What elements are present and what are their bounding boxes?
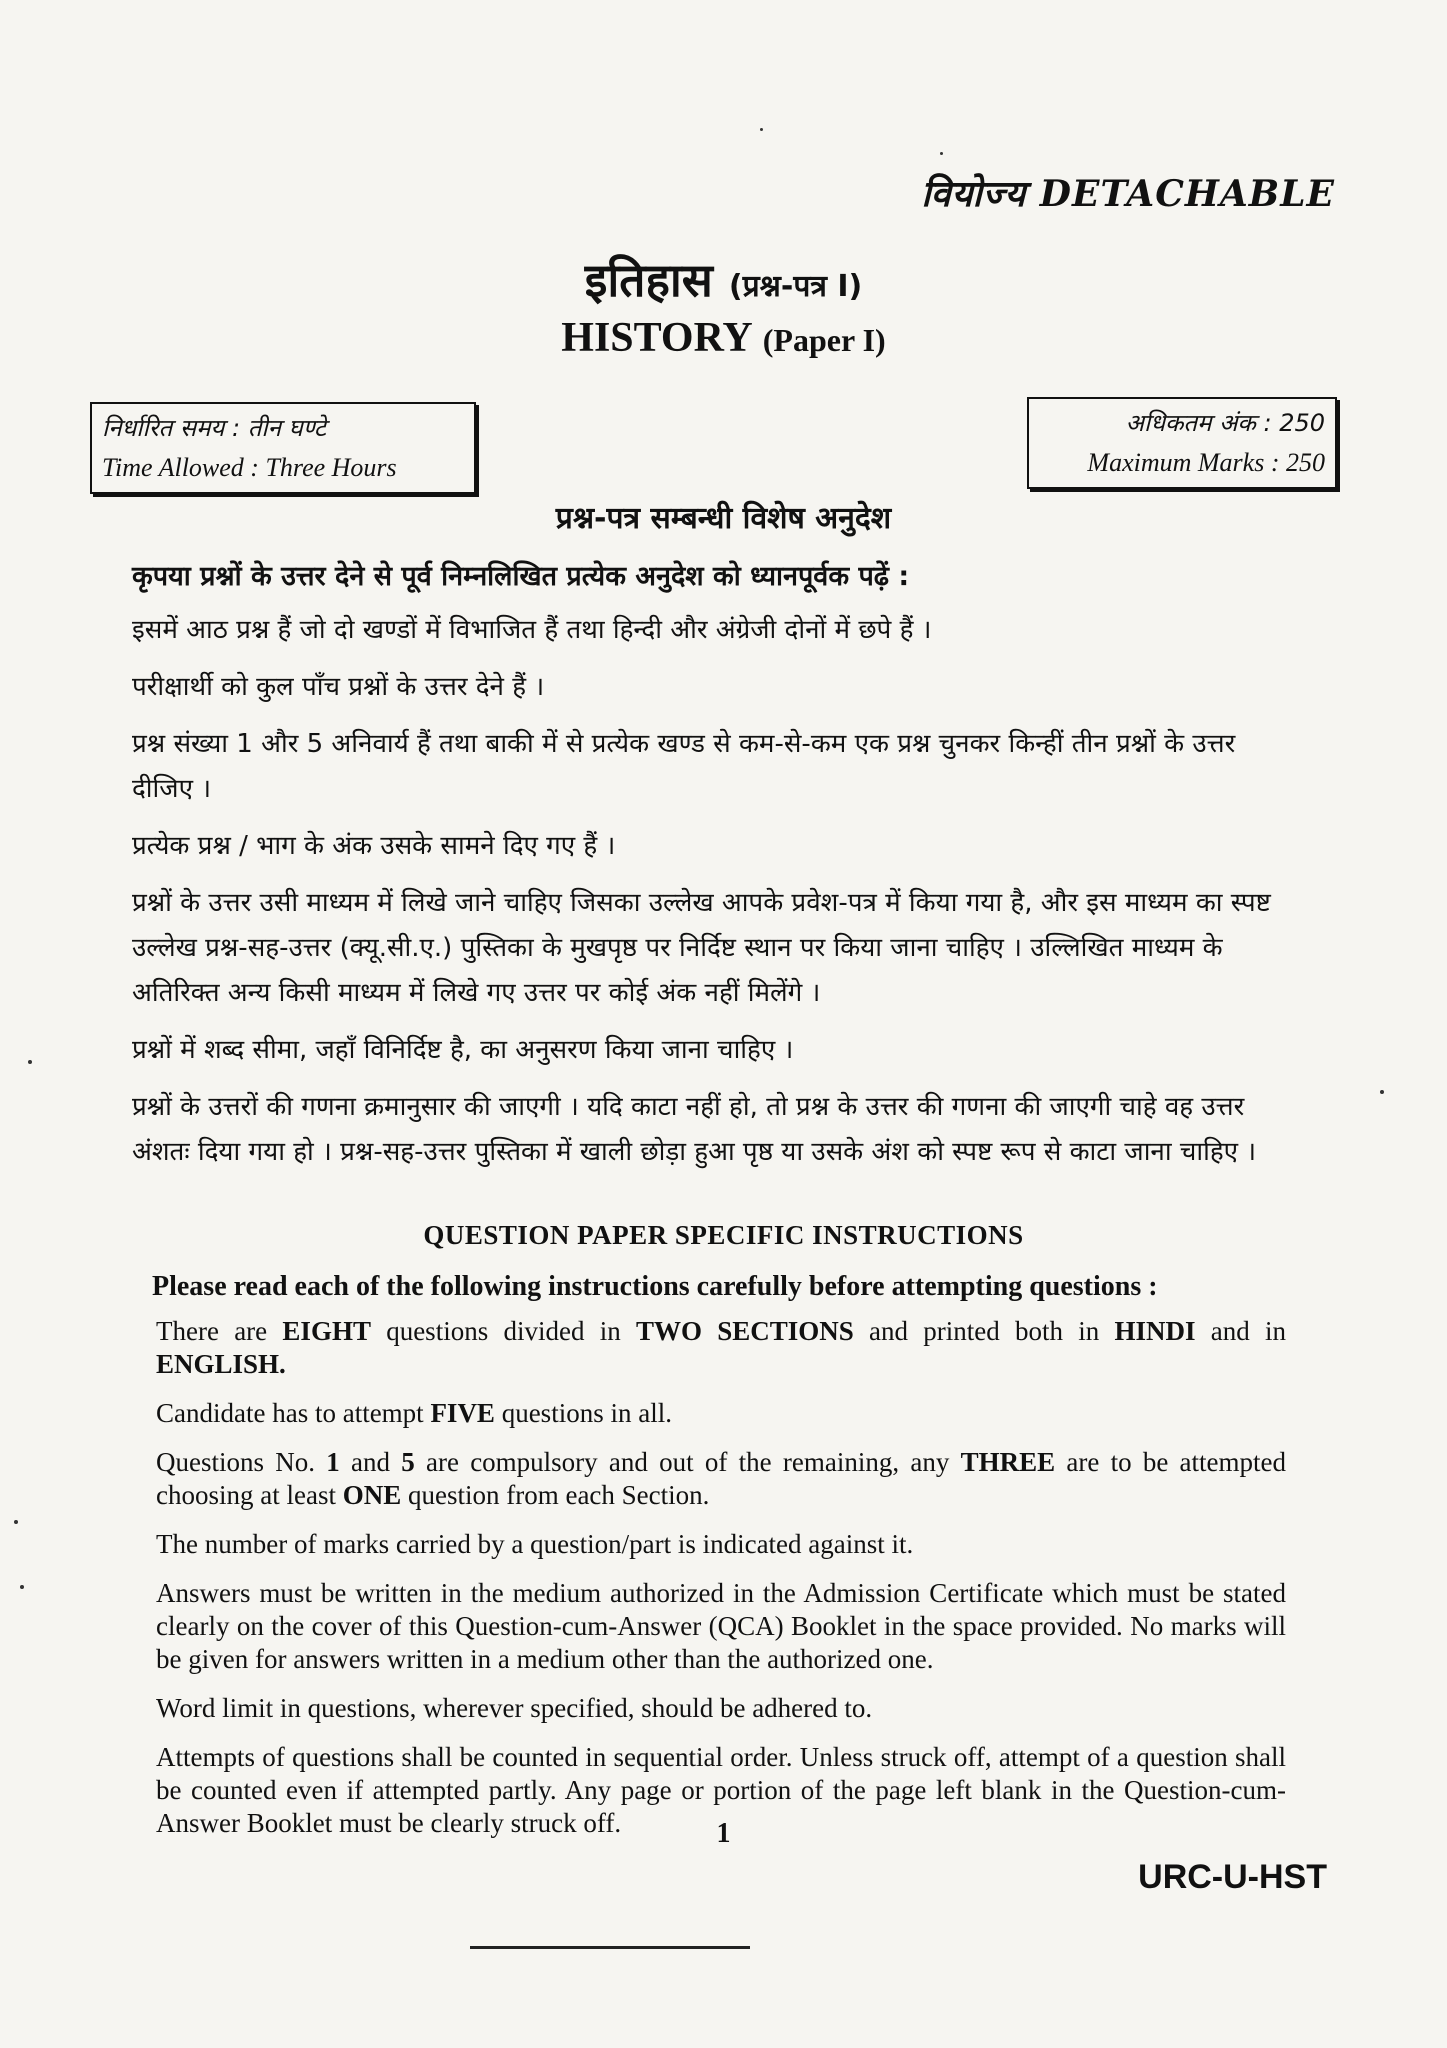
hindi-instruction-item: प्रश्नों में शब्द सीमा, जहाँ विनिर्दिष्ट है, का अनुसरण किया जाना चाहिए । [132,1035,794,1065]
emphasis: ENGLISH. [156,1349,286,1379]
text-run: and in [1195,1316,1286,1346]
emphasis: TWO SECTIONS [635,1316,854,1346]
subject-title-english [0,314,1447,362]
english-instruction-item: The number of marks carried by a question/part is indicated against it. [156,1529,914,1559]
english-instruction-item: Attempts of questions shall be counted in sequential order. Unless struck off, attempt of a question shall be counted even if attempted partly. Any page or portion of the page left blank in the Question-cum-Answer Booklet must be clearly struck off. [156,1742,1286,1838]
hindi-instruction-item: इसमें आठ प्रश्न हैं जो दो खण्डों में विभाजित हैं तथा हिन्दी और अंग्रेजी दोनों में छपे हैं । [132,615,932,645]
text-run: and printed both in [853,1316,1115,1346]
hindi-instructions-heading: प्रश्न-पत्र सम्बन्धी विशेष अनुदेश [555,501,892,536]
hindi-instruction-item: परीक्षार्थी को कुल पाँच प्रश्नों के उत्तर देने हैं । [132,672,545,702]
text-run: Questions No. [156,1447,327,1477]
time-allowed-english: Time Allowed : Three Hours [102,453,397,482]
text-run: There are [156,1316,283,1346]
english-instruction-item [156,1315,1286,1381]
page-number: 1 [716,1818,731,1849]
maximum-marks-english: Maximum Marks : 250 [1087,448,1325,477]
scan-speck [14,1520,18,1524]
bottom-rule [470,1946,750,1949]
paper-hindi: (प्रश्न-पत्र I) [728,269,863,304]
emphasis: EIGHT [282,1316,371,1346]
hindi-instructions-list [132,608,1297,1187]
text-run: and [339,1447,402,1477]
scan-speck [760,128,763,131]
text-run: questions divided in [370,1316,636,1346]
time-allowed-hindi: निर्धारित समय : तीन घण्टे [102,414,326,442]
maximum-marks-hindi: अधिकतम अंक : 250 [1125,409,1325,437]
hindi-instruction-item: प्रश्नों के उत्तर उसी माध्यम में लिखे जाने चाहिए जिसका उल्लेख आपके प्रवेश-पत्र में किया गया है, और इस माध्यम का स्पष्ट उल्लेख प्रश्न-सह-उत्तर (क्यू.सी.ए.) पुस्तिका के मुखपृष्ठ पर निर्दिष्ट स्थान पर किया जाना चाहिए । उल्लिखित माध्यम के अतिरिक्त अन्य किसी माध्यम में लिखे गए उत्तर पर कोई अंक नहीं मिलेंगे । [132,888,1271,1008]
hindi-instruction-item: प्रश्न संख्या 1 और 5 अनिवार्य हैं तथा बाकी में से प्रत्येक खण्ड से कम-से-कम एक प्रश्न चुनकर किन्हीं तीन प्रश्नों के उत्तर दीजिए । [132,729,1236,804]
emphasis: 1 [326,1447,340,1477]
english-instruction-item: Word limit in questions, wherever specified, should be adhered to. [156,1693,873,1723]
paper-english: (Paper I) [762,322,886,358]
text-run: are compulsory and out of the remaining, any [414,1447,961,1477]
maximum-marks-box [1027,397,1337,489]
hindi-instruction-item: प्रश्नों के उत्तरों की गणना क्रमानुसार की जाएगी । यदि काटा नहीं हो, तो प्रश्न के उत्तर की गणना की जाएगी चाहे वह उत्तर अंशतः दिया गया हो । प्रश्न-सह-उत्तर पुस्तिका में खाली छोड़ा हुआ पृष्ठ या उसके अंश को स्पष्ट रूप से काटा जाना चाहिए । [132,1092,1257,1167]
hindi-instructions-lead: कृपया प्रश्नों के उत्तर देने से पूर्व निम्नलिखित प्रत्येक अनुदेश को ध्यानपूर्वक पढ़ें : [132,561,910,592]
emphasis: HINDI [1114,1316,1196,1346]
text-run: question from each Section. [401,1480,710,1510]
scan-speck [28,1060,32,1064]
subject-hindi: इतिहास [584,253,713,307]
time-allowed-box [90,402,476,494]
emphasis: 5 [401,1447,415,1477]
scan-speck [20,1585,24,1589]
english-instructions-lead: Please read each of the following instructions carefully before attempting questions : [152,1271,1158,1302]
hindi-instruction-item: प्रत्येक प्रश्न / भाग के अंक उसके सामने दिए गए हैं । [132,831,616,861]
emphasis: FIVE [430,1398,495,1428]
detachable-label: वियोज्य DETACHABLE [921,173,1335,215]
subject-english: HISTORY [561,315,753,361]
text-run: Candidate has to attempt [156,1398,431,1428]
english-instruction-item: Answers must be written in the medium authorized in the Admission Certificate which must be stated clearly on the cover of this Question-cum-Answer (QCA) Booklet in the space provided. No marks will be given for answers written in a medium other than the authorized one. [156,1578,1286,1674]
scan-speck [1380,1090,1384,1094]
emphasis: ONE [342,1480,402,1510]
english-instructions-list [156,1315,1286,1856]
subject-title-hindi [0,248,1447,310]
english-instructions-heading: QUESTION PAPER SPECIFIC INSTRUCTIONS [423,1220,1024,1250]
emphasis: THREE [960,1447,1056,1477]
english-instruction-item [156,1397,1286,1430]
english-instruction-item [156,1446,1286,1512]
text-run: questions in all. [494,1398,672,1428]
paper-code: URC-U-HST [1138,1858,1327,1896]
scan-speck [940,152,943,155]
text-run: are to be attempted choosing at least [156,1447,1287,1510]
